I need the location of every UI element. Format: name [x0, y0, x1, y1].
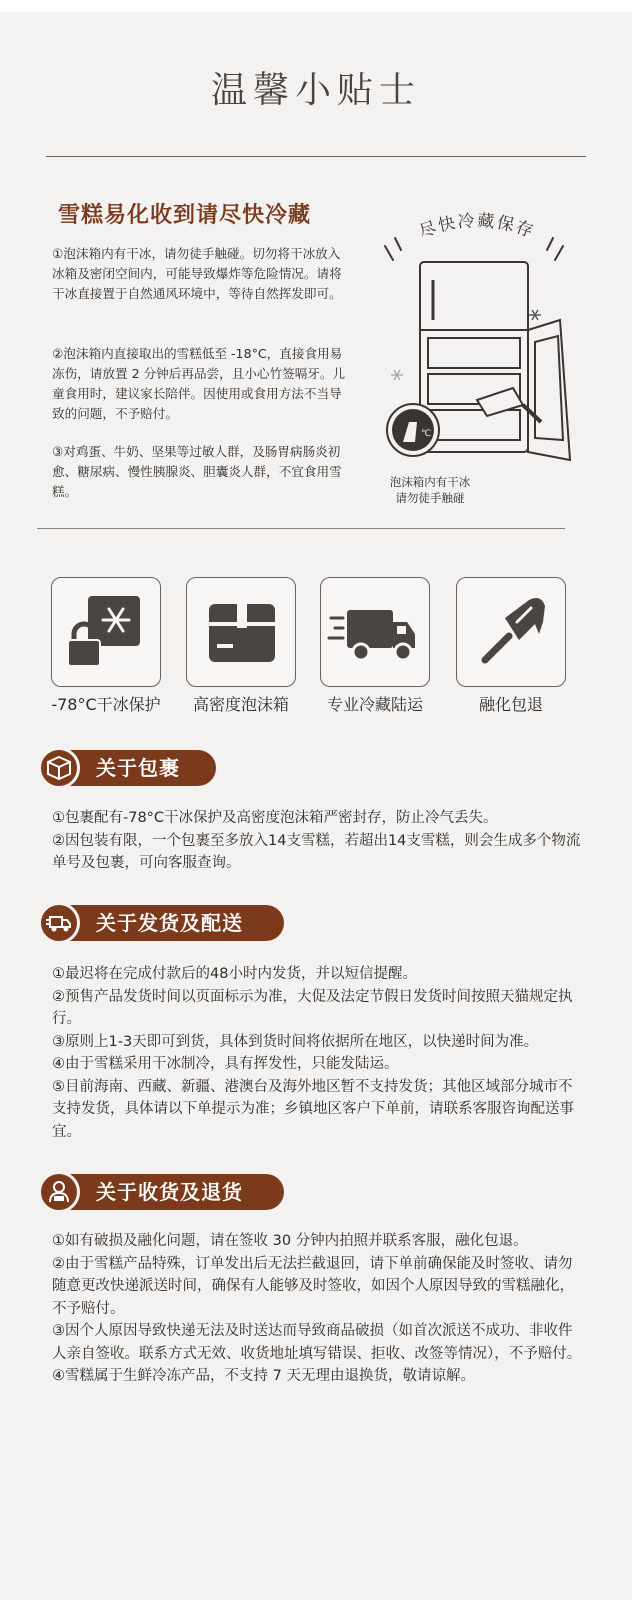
truck-icon — [321, 578, 431, 688]
section-body-shipping — [52, 963, 582, 1143]
shipping-line-3: ③原则上1-3天即可到货，具体到货时间将依据所在地区，以快递时间为准。 — [52, 1033, 539, 1050]
illustration-heading: 尽快冷藏保存 — [416, 211, 538, 243]
person-return-icon — [44, 1177, 74, 1207]
shipping-line-5: ⑤目前海南、西藏、新疆、港澳台及海外地区暂不支持发货；其他区域部分城市不支持发货，具体请以下单提示为准；乡镇地区客户下单前，请联系客服咨询配送事宜。 — [52, 1078, 574, 1140]
returns-line-3: ③因个人原因导致快递无法及时送达而导致商品破损（如首次派送不成功、非收件人亲自签收。联系方式无效、收货地址填写错误、拒收、改签等情况），不予赔付。 — [52, 1323, 582, 1362]
tip-2: ②泡沫箱内直接取出的雪糕低至 -18°C，直接食用易冻伤，请放置 2 分钟后再品尝，且小心竹签嗝牙。儿童食用时，建议家长陪伴。因使用或食用方法不当导致的问题，不予赔付。 — [52, 346, 346, 421]
package-icon — [44, 753, 74, 783]
section-title: 关于收货及退货 — [60, 1174, 284, 1210]
delivery-truck-icon — [44, 908, 74, 938]
tip-3: ③对鸡蛋、牛奶、坚果等过敏人群，及肠胃病肠炎初愈、糖尿病、慢性胰腺炎、胆囊炎人群，不宜食用雪糕。 — [52, 444, 342, 499]
returns-line-2: ②由于雪糕产品特殊，订单发出后无法拦截退回，请下单前确保能及时签收、请勿随意更改快递派送时间，确保有人能够及时签收，如因个人原因导致的雪糕融化，不予赔付。 — [52, 1255, 574, 1317]
returns-line-1: ①如有破损及融化问题，请在签收 30 分钟内拍照并联系客服，融化包退。 — [52, 1233, 528, 1249]
illustration-caption-line-1: 泡沫箱内有干冰 — [389, 475, 471, 489]
package-line-1: ①包裹配有-78°C干冰保护及高密度泡沫箱严密封存，防止冷气丢失。 — [52, 810, 498, 826]
feature-label-foam-box: 高密度泡沫箱 — [192, 695, 289, 714]
feature-card-dry-ice — [51, 577, 161, 687]
page-title: 温馨小贴士 — [210, 70, 421, 111]
feature-label-cold-chain: 专业冷藏陆运 — [326, 695, 423, 714]
feature-card-foam-box — [186, 577, 296, 687]
shipping-line-4: ④由于雪糕采用干冰制冷，具有挥发性，只能发陆运。 — [52, 1056, 399, 1072]
melting-icecream-icon — [457, 578, 567, 688]
feature-card-melt-refund — [456, 577, 566, 687]
section-title: 关于发货及配送 — [60, 905, 284, 941]
package-line-2: ②因包装有限，一个包裹至多放入14支雪糕，若超出14支雪糕，则会生成多个物流单号及包裹，可向客服查询。 — [52, 832, 581, 871]
shipping-line-2: ②预售产品发货时间以页面标示为准，大促及法定节假日发货时间按照天猫规定执行。 — [52, 988, 573, 1027]
tip-1: ①泡沫箱内有干冰，请勿徒手触碰。切勿将干冰放入冰箱及密闭空间内，可能导致爆炸等危险情况。请将干冰直接置于自然通风环境中，等待自然挥发即可。 — [52, 246, 342, 301]
feature-label-melt-refund: 融化包退 — [478, 695, 543, 714]
svg-text:℃: ℃ — [421, 429, 432, 439]
returns-line-4: ④雪糕属于生鲜冷冻产品，不支持 7 天无理由退换货，敬请谅解。 — [52, 1368, 475, 1384]
feature-card-cold-chain — [320, 577, 430, 687]
feature-label-dry-ice: -78°C干冰保护 — [51, 695, 161, 714]
lock-snowflake-icon — [52, 578, 162, 688]
section-body-package — [52, 807, 582, 875]
fridge-illustration — [365, 200, 595, 480]
shipping-line-1: ①最迟将在完成付款后的48小时内发货，并以短信提醒。 — [52, 966, 417, 982]
section-body-returns — [52, 1230, 582, 1388]
illustration-caption-line-2: 请勿徒手触碰 — [395, 491, 465, 505]
section-icon-badge — [38, 902, 80, 944]
section-title: 关于包裹 — [60, 750, 216, 786]
tips-heading: 雪糕易化收到请尽快冷藏 — [58, 203, 312, 228]
title-divider — [46, 156, 586, 157]
section-icon-badge — [38, 747, 80, 789]
tips-divider — [37, 528, 565, 529]
top-band — [0, 0, 632, 12]
illustration-caption — [370, 474, 490, 506]
box-icon — [187, 578, 297, 688]
section-icon-badge — [38, 1171, 80, 1213]
